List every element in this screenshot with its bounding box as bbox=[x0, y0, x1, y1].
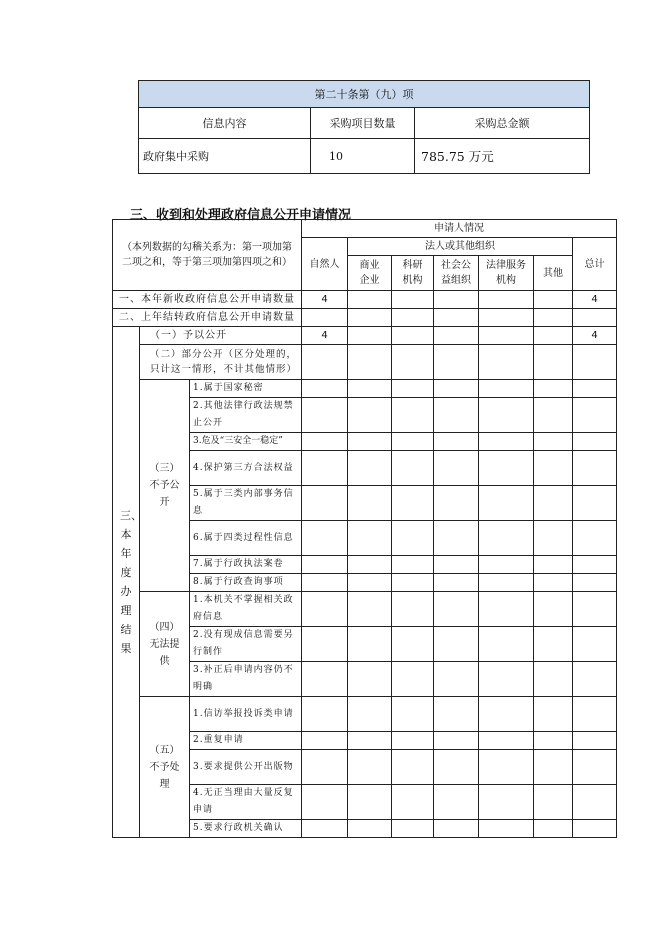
row-partial: （二）部分公开（区分处理的，只计这一情形，不计其他情形） bbox=[140, 345, 302, 380]
cell-amount: 785.75 万元 bbox=[415, 139, 590, 174]
g3-item-7: 7.属于行政执法案卷 bbox=[190, 556, 302, 574]
g5-item-1: 1.信访举报投诉类申请 bbox=[190, 697, 302, 732]
col-research: 科研机构 bbox=[392, 256, 434, 291]
g4-item-1: 1.本机关不掌握相关政府信息 bbox=[190, 592, 302, 627]
g4-item-2: 2.没有现成信息需要另行制作 bbox=[190, 627, 302, 662]
g5-item-3: 3.要求提供公开出版物 bbox=[190, 750, 302, 785]
g3-item-4: 4.保护第三方合法权益 bbox=[190, 451, 302, 486]
g3-item-6: 6.属于四类过程性信息 bbox=[190, 521, 302, 556]
row-new-applications: 一、本年新收政府信息公开申请数量 bbox=[113, 291, 302, 309]
applicant-header: 申请人情况 bbox=[302, 220, 617, 238]
procurement-header: 第二十条第（九）项 bbox=[139, 81, 590, 108]
cell-count: 10 bbox=[311, 139, 415, 174]
g3-item-5: 5.属于三类内部事务信息 bbox=[190, 486, 302, 521]
col-social: 社会公益组织 bbox=[434, 256, 479, 291]
row1-natural: 4 bbox=[302, 291, 348, 309]
section3-label: 三、本年度办理结果 bbox=[113, 327, 140, 838]
group5-label: （五）不予处理 bbox=[140, 697, 190, 838]
row-carried-over: 二、上年结转政府信息公开申请数量 bbox=[113, 309, 302, 327]
section-title: 三、收到和处理政府信息公开申请情况 bbox=[130, 208, 352, 223]
col-legal: 法律服务机构 bbox=[479, 256, 534, 291]
col-other: 其他 bbox=[534, 256, 573, 291]
col-project-count: 采购项目数量 bbox=[311, 108, 415, 139]
g3-item-8: 8.属于行政查询事项 bbox=[190, 574, 302, 592]
legal-header: 法人或其他组织 bbox=[348, 238, 573, 256]
application-table bbox=[112, 219, 617, 838]
col-total: 总计 bbox=[573, 238, 617, 291]
procurement-table bbox=[138, 80, 590, 174]
disclose-total: 4 bbox=[573, 327, 617, 345]
g3-item-1: 1.属于国家秘密 bbox=[190, 380, 302, 398]
group4-label: （四）无法提供 bbox=[140, 592, 190, 697]
col-natural: 自然人 bbox=[302, 238, 348, 291]
group3-label: （三）不予公开 bbox=[140, 380, 190, 592]
disclose-natural: 4 bbox=[302, 327, 348, 345]
col-info-content: 信息内容 bbox=[139, 108, 311, 139]
col-business: 商业企业 bbox=[348, 256, 392, 291]
g5-item-4: 4.无正当理由大量反复申请 bbox=[190, 785, 302, 820]
note-cell: （本列数据的勾稽关系为：第一项加第二项之和，等于第三项加第四项之和） bbox=[113, 220, 302, 291]
g5-item-5: 5.要求行政机关确认 bbox=[190, 820, 302, 838]
g5-item-2: 2.重复申请 bbox=[190, 732, 302, 750]
g3-item-2: 2.其他法律行政法规禁止公开 bbox=[190, 398, 302, 433]
row-disclose: （一）予以公开 bbox=[140, 327, 302, 345]
cell-content: 政府集中采购 bbox=[139, 139, 311, 174]
row1-total: 4 bbox=[573, 291, 617, 309]
g4-item-3: 3.补正后申请内容仍不明确 bbox=[190, 662, 302, 697]
col-total-amount: 采购总金额 bbox=[415, 108, 590, 139]
g3-item-3: 3.危及“三安全一稳定” bbox=[190, 433, 302, 451]
